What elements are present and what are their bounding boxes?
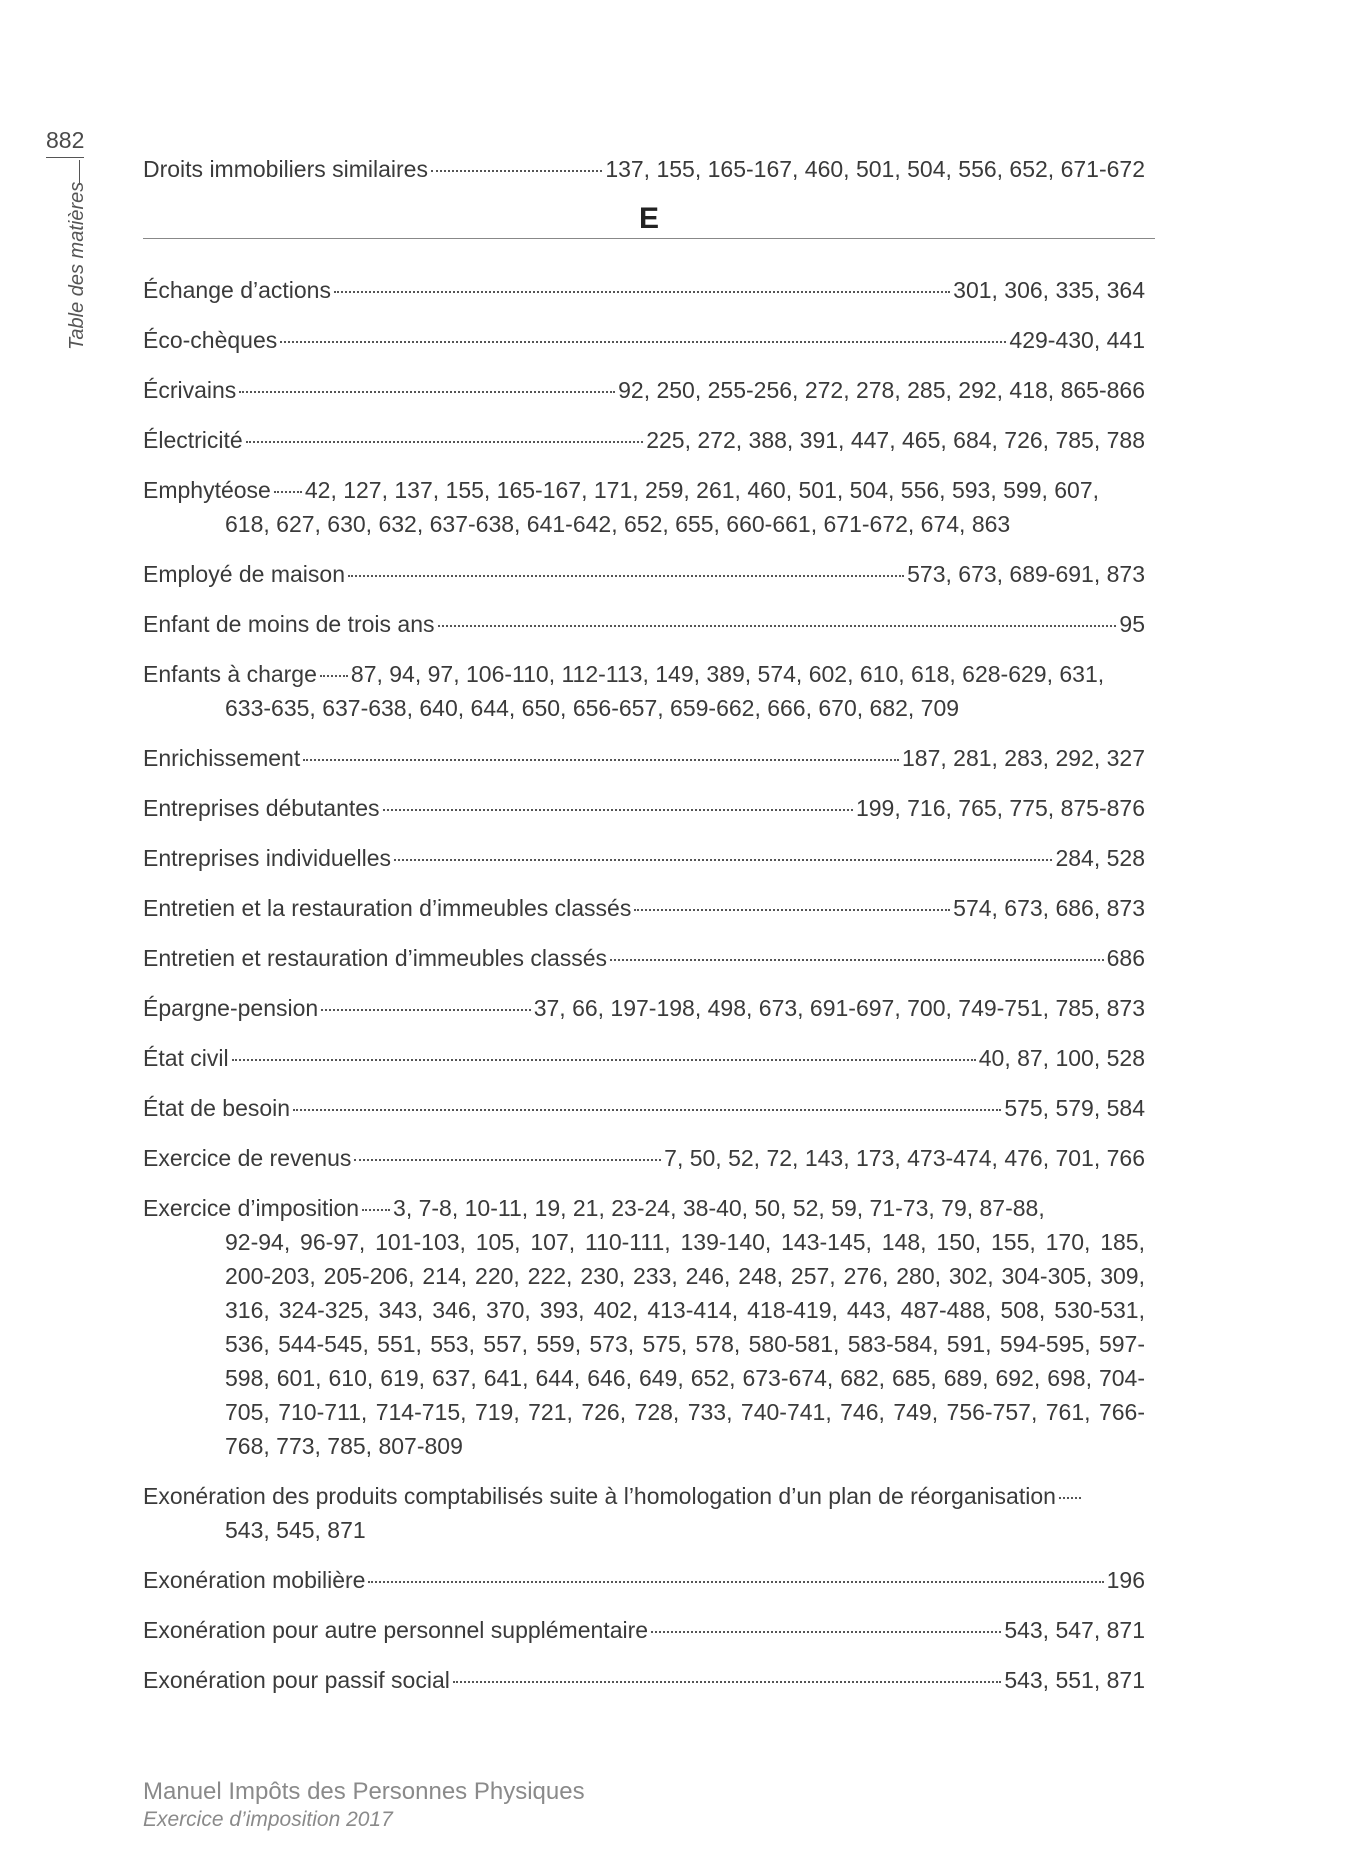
entry-term: Entreprises individuelles [143, 845, 392, 871]
entry-pages-continued: 92-94, 96-97, 101-103, 105, 107, 110-111, 139-140, 143-145, 148, 150, 155, 170, 185, 200-203, 205-206, 214, 220, 222, 230, 233, 246, 248, 257, 276, 280, 302, 304-305, 309, 316, 324-325, 343, 346, 370, 393, 402, 413-414, 418-419, 443, 487-488, 508, 530-531, 536, 544-545, 551, 553, 557, 559, 573, 575, 578, 580-581, 583-584, 591, 594-595, 597-598, 601, 610, 619, 637, 641, 644, 646, 649, 652, 673-674, 682, 685, 689, 692, 698, 704-705, 710-711, 714-715, 719, 721, 726, 728, 733, 740-741, 746, 749, 756-757, 761, 766-768, 773, 785, 807-809 [225, 1229, 1145, 1459]
entry-term: Enrichissement [143, 745, 301, 771]
entry-term: Exonération des produits comptabilisés suite à l’homologation d’un plan de réorganisation [143, 1483, 1056, 1509]
entry-term: Entretien et la restauration d’immeubles classés [143, 895, 632, 921]
index-entry [143, 323, 1145, 357]
entry-pages: 199, 716, 765, 775, 875-876 [855, 795, 1145, 821]
entry-pages-continued: 618, 627, 630, 632, 637-638, 641-642, 652, 655, 660-661, 671-672, 674, 863 [225, 511, 1011, 537]
entry-pages: 543, 551, 871 [1004, 1667, 1145, 1693]
index-entry [143, 1479, 1145, 1547]
entry-pages: 95 [1119, 611, 1145, 637]
entry-term: État de besoin [143, 1095, 291, 1121]
entry-pages: 284, 528 [1055, 845, 1145, 871]
entry-term: Exercice de revenus [143, 1145, 352, 1171]
entry-term: Échange d’actions [143, 277, 331, 303]
entry-pages: 196 [1106, 1567, 1145, 1593]
index-entry [143, 1563, 1145, 1597]
index-entry [143, 891, 1145, 925]
entry-term: Entretien et restauration d’immeubles classés [143, 945, 608, 971]
entry-term: Écrivains [143, 377, 237, 403]
entry-term: Électricité [143, 427, 243, 453]
entry-term: Employé de maison [143, 561, 345, 587]
dot-leader [321, 1009, 531, 1011]
index-entry [143, 791, 1145, 825]
dot-leader [438, 625, 1117, 627]
dot-leader [610, 959, 1104, 961]
footer-subtitle: Exercice d’imposition 2017 [143, 1808, 393, 1831]
entry-term: Exonération mobilière [143, 1567, 366, 1593]
index-entry [143, 1663, 1145, 1697]
entry-pages: 429-430, 441 [1009, 327, 1145, 353]
index-entry [143, 423, 1145, 457]
entry-pages: 574, 673, 686, 873 [953, 895, 1145, 921]
dot-leader [431, 170, 602, 172]
dot-leader [394, 859, 1052, 861]
entry-pages-continued: 543, 545, 871 [225, 1517, 366, 1543]
index-entry [143, 152, 1145, 186]
entry-term: Exonération pour autre personnel supplémentaire [143, 1617, 649, 1643]
index-entry [143, 1613, 1145, 1647]
dot-leader [239, 391, 615, 393]
dot-leader [280, 341, 1006, 343]
dot-leader [246, 441, 644, 443]
entry-pages: 575, 579, 584 [1004, 1095, 1145, 1121]
entry-pages: 7, 50, 52, 72, 143, 173, 473-474, 476, 701, 766 [664, 1145, 1145, 1171]
entry-term: Exonération pour passif social [143, 1667, 450, 1693]
entry-term: Enfant de moins de trois ans [143, 611, 435, 637]
index-entry [143, 941, 1145, 975]
dot-leader [274, 491, 302, 493]
entry-pages: 543, 547, 871 [1004, 1617, 1145, 1643]
dot-leader [651, 1631, 1001, 1633]
entry-pages: 187, 281, 283, 292, 327 [902, 745, 1145, 771]
dot-leader [232, 1059, 976, 1061]
entry-term: Emphytéose [143, 477, 271, 503]
entry-pages: 42, 127, 137, 155, 165-167, 171, 259, 261, 460, 501, 504, 556, 593, 599, 607, [304, 477, 1100, 503]
entry-term: Enfants à charge [143, 661, 317, 687]
entry-pages: 37, 66, 197-198, 498, 673, 691-697, 700, 749-751, 785, 873 [533, 995, 1145, 1021]
index-entry [143, 1191, 1145, 1463]
entry-term: Exercice d’imposition [143, 1195, 360, 1221]
entry-pages: 87, 94, 97, 106-110, 112-113, 149, 389, 574, 602, 610, 618, 628-629, 631, [350, 661, 1105, 687]
entry-term: Entreprises débutantes [143, 795, 380, 821]
entry-pages: 686 [1106, 945, 1145, 971]
entry-pages: 301, 306, 335, 364 [953, 277, 1145, 303]
dot-leader [320, 675, 348, 677]
entry-term: État civil [143, 1045, 229, 1071]
dot-leader [303, 759, 899, 761]
index-entry [143, 1041, 1145, 1075]
index-entry [143, 741, 1145, 775]
dot-leader [453, 1681, 1001, 1683]
index-entry [143, 557, 1145, 591]
page-number: 882 [46, 127, 84, 158]
entry-pages: 92, 250, 255-256, 272, 278, 285, 292, 418, 865-866 [618, 377, 1145, 403]
footer-title: Manuel Impôts des Personnes Physiques [143, 1778, 585, 1805]
dot-leader [293, 1109, 1001, 1111]
entry-term: Droits immobiliers similaires [143, 156, 428, 182]
index-entry [143, 657, 1145, 725]
entry-term: Éco-chèques [143, 327, 278, 353]
dot-leader [1059, 1497, 1081, 1499]
entry-term: Épargne-pension [143, 995, 319, 1021]
entry-pages: 225, 272, 388, 391, 447, 465, 684, 726, 785, 788 [646, 427, 1145, 453]
dot-leader [348, 575, 904, 577]
dot-leader [634, 909, 950, 911]
dot-leader [368, 1581, 1103, 1583]
index-entry [143, 473, 1145, 541]
index-entry [143, 1091, 1145, 1125]
section-letter-heading: E [143, 202, 1155, 239]
index-entry [143, 607, 1145, 641]
index-entry [143, 273, 1145, 307]
entry-pages: 3, 7-8, 10-11, 19, 21, 23-24, 38-40, 50, 52, 59, 71-73, 79, 87-88, [393, 1195, 1045, 1221]
dot-leader [354, 1159, 661, 1161]
page-footer [143, 1777, 585, 1833]
dot-leader [383, 809, 853, 811]
running-section-label: Table des matières [66, 181, 88, 350]
entry-pages: 137, 155, 165-167, 460, 501, 504, 556, 652, 671-672 [605, 156, 1145, 182]
entry-pages-continued: 633-635, 637-638, 640, 644, 650, 656-657, 659-662, 666, 670, 682, 709 [225, 695, 960, 721]
index-entry [143, 373, 1145, 407]
entry-pages: 40, 87, 100, 528 [978, 1045, 1145, 1071]
index-entry [143, 991, 1145, 1025]
index-entry [143, 1141, 1145, 1175]
index-entry [143, 841, 1145, 875]
index-content [143, 152, 1145, 1713]
dot-leader [362, 1209, 390, 1211]
dot-leader [334, 291, 950, 293]
entry-pages: 573, 673, 689-691, 873 [907, 561, 1145, 587]
